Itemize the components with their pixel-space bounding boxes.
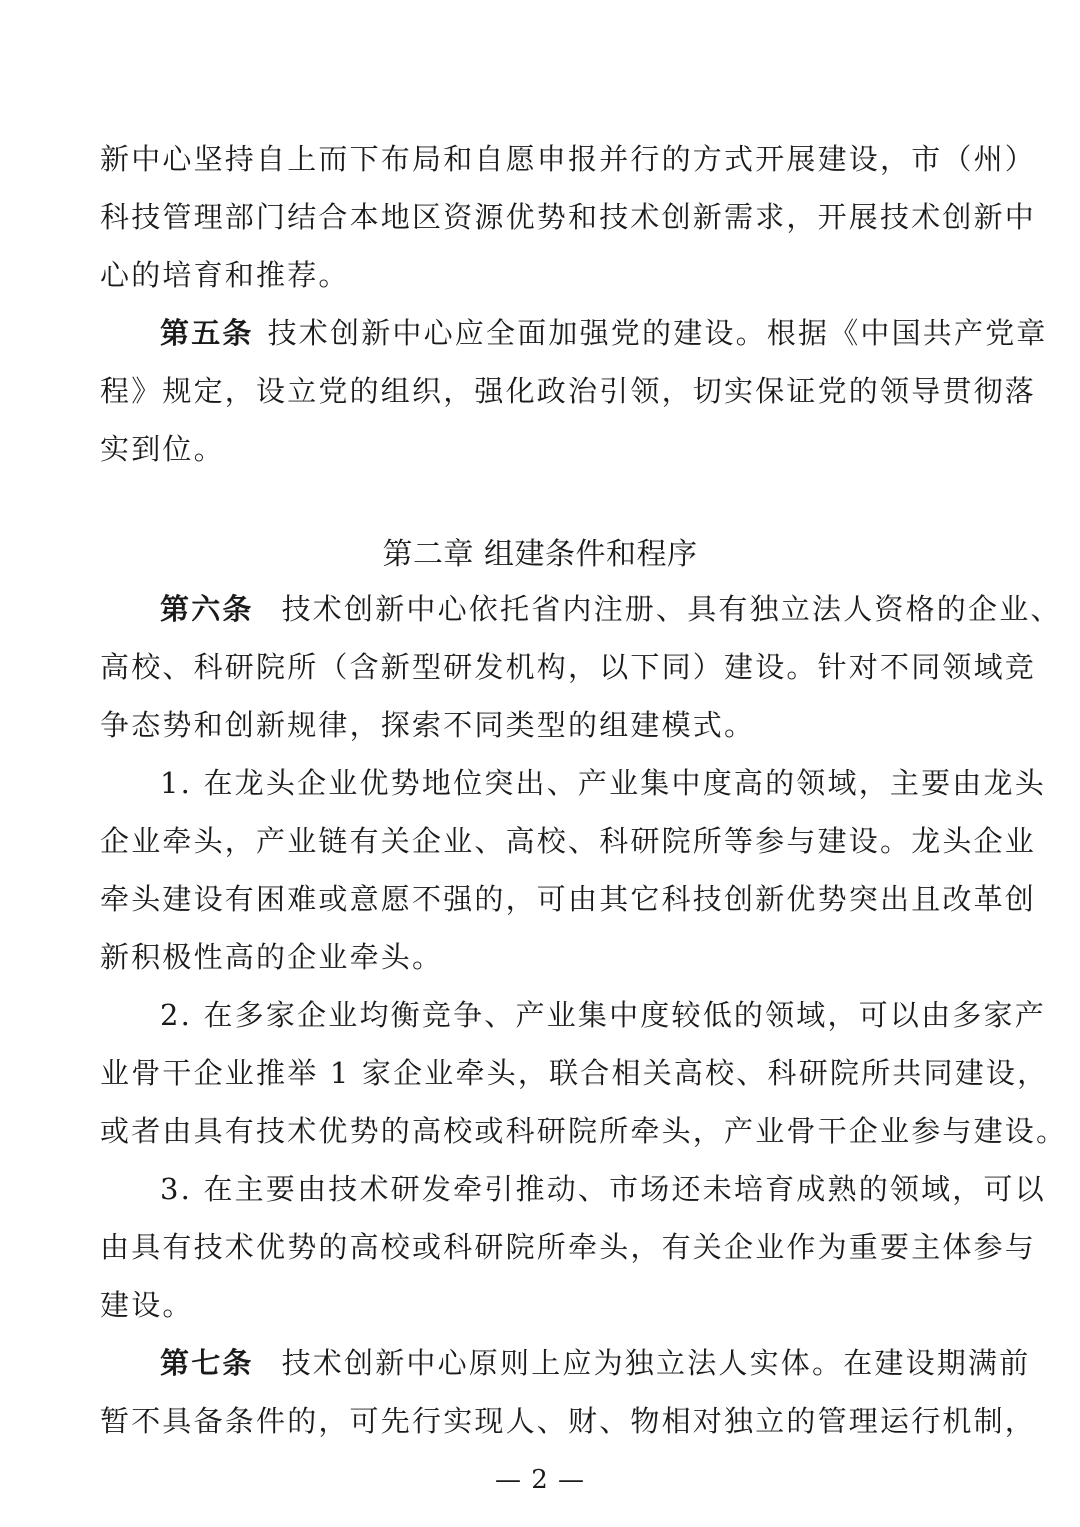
item-1-line-2: 企业牵头，产业链有关企业、高校、科研院所等参与建设。龙头企业 [100,824,1037,858]
item-3-first-line: 3. 在主要由技术研发牵引推动、市场还未培育成熟的领域，可以 [160,1172,1046,1206]
page-number: — 2 — [494,1465,586,1495]
article-6-line-3: 争态势和创新规律，探索不同类型的组建模式。 [100,708,756,742]
item-1-line-4: 新积极性高的企业牵头。 [100,940,444,974]
article-5-line-2: 程》规定，设立党的组织，强化政治引领，切实保证党的领导贯彻落 [100,374,1037,408]
item-3-line-2: 由具有技术优势的高校或科研院所牵头，有关企业作为重要主体参与 [100,1230,1037,1264]
article-5-first-line-text: 技术创新中心应全面加强党的建设。根据《中国共产党章 [267,316,1048,350]
article-7-label: 第七条 [160,1346,254,1380]
item-3-line-3: 建设。 [100,1288,194,1322]
article-7-first-line [160,1334,1031,1392]
paragraph-continuation-line-2: 科技管理部门结合本地区资源优势和技术创新需求，开展技术创新中 [100,200,1037,234]
article-6-line-2: 高校、科研院所（含新型研发机构，以下同）建设。针对不同领域竞 [100,650,1037,684]
chapter-heading: 第二章 组建条件和程序 [382,537,698,572]
article-6-first-line [160,580,1062,638]
article-5-first-line [160,304,1048,362]
article-6-label: 第六条 [160,592,254,626]
article-6-first-line-text: 技术创新中心依托省内注册、具有独立法人资格的企业、 [281,592,1062,626]
article-7-first-line-text: 技术创新中心原则上应为独立法人实体。在建设期满前 [281,1346,1031,1380]
article-5-line-3: 实到位。 [100,432,225,466]
item-1-line-3: 牵头建设有困难或意愿不强的，可由其它科技创新优势突出且改革创 [100,882,1037,916]
item-2-line-3: 或者由具有技术优势的高校或科研院所牵头，产业骨干企业参与建设。 [100,1114,1068,1148]
item-1-first-line: 1. 在龙头企业优势地位突出、产业集中度高的领域，主要由龙头 [160,766,1046,800]
paragraph-continuation-line-3: 心的培育和推荐。 [100,258,350,292]
article-5-label: 第五条 [160,316,254,350]
paragraph-continuation-line-1: 新中心坚持自上而下布局和自愿申报并行的方式开展建设，市（州） [100,142,1037,176]
item-2-first-line: 2. 在多家企业均衡竞争、产业集中度较低的领域，可以由多家产 [160,998,1046,1032]
article-7-line-2: 暂不具备条件的，可先行实现人、财、物相对独立的管理运行机制， [100,1404,1037,1438]
item-2-line-2: 业骨干企业推举 1 家企业牵头，联合相关高校、科研院所共同建设， [100,1056,1049,1090]
